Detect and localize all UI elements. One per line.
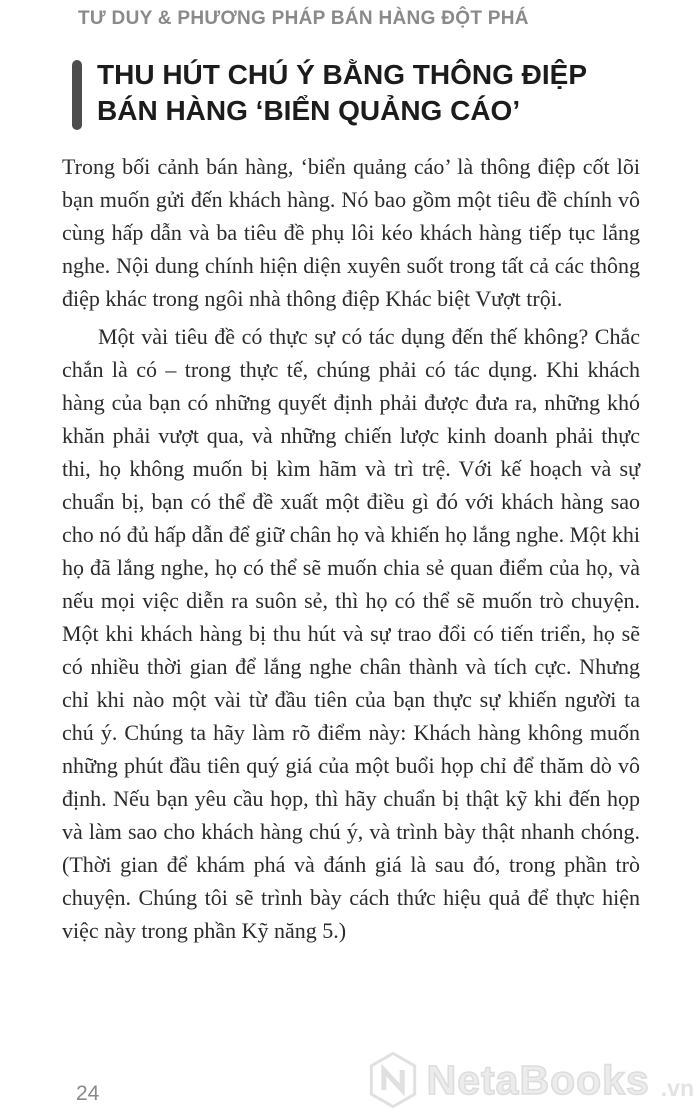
paragraph-2: Một vài tiêu đề có thực sự có tác dụng đến thế không? Chắc chắn là có – trong thực tế, chúng phải có tác dụng. Khi khách hàng của bạn có những quyết định phải được đưa ra, những khó khăn phải vượt qua, và những chiến lược kinh doanh phải thực thi, họ không muốn bị kìm hãm và trì trệ. Với kế hoạch và sự chuẩn bị, bạn có thể đề xuất một điều gì đó với khách hàng sao cho nó đủ hấp dẫn để giữ chân họ và khiến họ lắng nghe. Một khi họ đã lắng nghe, họ có thể sẽ muốn chia sẻ quan điểm của họ, và nếu mọi việc diễn ra suôn sẻ, thì họ có thể sẽ muốn trò chuyện. Một khi khách hàng bị thu hút và sự trao đổi có tiến triển, họ sẽ có nhiều thời gian để lắng nghe chân thành và tích cực. Nhưng chỉ khi nào một vài từ đầu tiên của bạn thực sự khiến người ta chú ý. Chúng ta hãy làm rõ điểm này: Khách hàng không muốn những phút đầu tiên quý giá của một buổi họp chỉ để thăm dò vô định. Nếu bạn yêu cầu họp, thì hãy chuẩn bị thật kỹ khi đến họp và làm sao cho khách hàng chú ý, và trình bày thật nhanh chóng. (Thời gian để khám phá và đánh giá là sau đó, trong phần trò chuyện. Chúng tôi sẽ trình bày cách thức hiệu quả để thực hiện việc này trong phần Kỹ năng 5.) xyxy=(62,324,640,943)
body-text xyxy=(62,150,640,947)
watermark-text: NetaBooks xyxy=(426,1056,650,1103)
title-accent-bar xyxy=(72,60,82,130)
watermark-suffix: .vn xyxy=(660,1075,694,1101)
netabooks-watermark xyxy=(368,1051,694,1109)
chapter-title-line2: BÁN HÀNG ‘BIỂN QUẢNG CÁO’ xyxy=(97,95,521,126)
chapter-title-line1: THU HÚT CHÚ Ý BẰNG THÔNG ĐIỆP xyxy=(97,59,587,90)
chapter-title-block xyxy=(72,57,587,133)
chapter-title xyxy=(97,57,587,133)
running-header: TƯ DUY & PHƯƠNG PHÁP BÁN HÀNG ĐỘT PHÁ xyxy=(78,8,529,29)
paragraph-1: Trong bối cảnh bán hàng, ‘biển quảng cáo’ là thông điệp cốt lõi bạn muốn gửi đến khách hàng. Nó bao gồm một tiêu đề chính vô cùng hấp dẫn và ba tiêu đề phụ lôi kéo khách hàng tiếp tục lắng nghe. Nội dung chính hiện diện xuyên suốt trong tất cả các thông điệp khác trong ngôi nhà thông điệp Khác biệt Vượt trội. xyxy=(62,154,640,311)
netabooks-hexagon-n-logo-icon xyxy=(368,1051,418,1109)
page-number: 24 xyxy=(76,1082,100,1105)
